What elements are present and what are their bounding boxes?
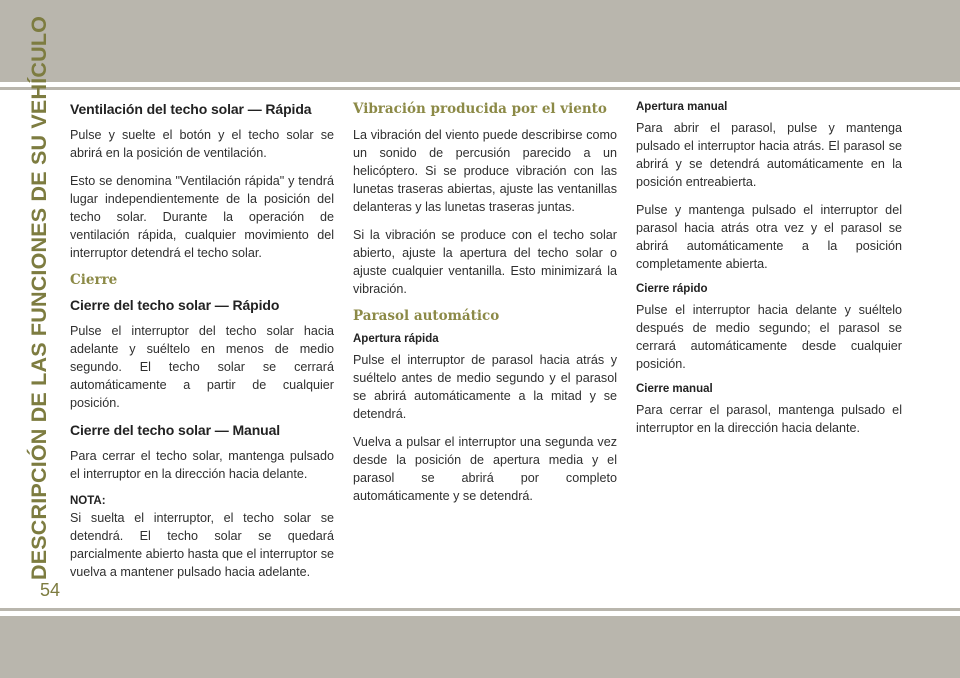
paragraph: Pulse el interruptor hacia delante y suéltelo después de medio segundo; el parasol se cerrará automáticamente desde cualquier posición. [636, 303, 902, 371]
paragraph: Para cerrar el parasol, mantenga pulsado el interruptor en la dirección hacia delante. [636, 403, 902, 435]
column-3 [636, 101, 902, 447]
header-band [0, 0, 960, 82]
column-1 [70, 101, 334, 591]
paragraph: Esto se denomina "Ventilación rápida" y tendrá lugar independientemente de la posición del techo solar. Durante la operación de ventilación rápida, cualquier movimiento del interruptor detendrá el techo solar. [70, 174, 334, 260]
column-2 [353, 101, 617, 515]
note-label: NOTA: [70, 495, 106, 507]
note-text: Si suelta el interruptor, el techo solar se detendrá. El techo solar se quedará parcialmente abierto hasta que el interruptor se vuelva a mantener pulsado hacia adelante. [70, 511, 334, 579]
chapter-side-title: DESCRIPCIÓN DE LAS FUNCIONES DE SU VEHÍCULO [27, 15, 51, 580]
heading-cierre-manual: Cierre del techo solar — Manual [70, 422, 281, 438]
heading-apertura-rapida: Apertura rápida [353, 333, 439, 345]
header-rule [0, 87, 960, 90]
paragraph: Para cerrar el techo solar, mantenga pulsado el interruptor en la dirección hacia delante. [70, 449, 334, 481]
footer-rule [0, 608, 960, 611]
heading-apertura-manual: Apertura manual [636, 101, 728, 113]
section-heading-parasol: Parasol automático [353, 308, 500, 324]
paragraph: Pulse el interruptor de parasol hacia atrás y suéltelo antes de medio segundo y el parasol se abrirá automáticamente a la mitad y se detendrá. [353, 353, 617, 421]
paragraph: Pulse y mantenga pulsado el interruptor del parasol hacia atrás otra vez y el parasol se abrirá automáticamente a la posición completamente abierta. [636, 203, 902, 271]
section-heading-cierre: Cierre [70, 272, 118, 288]
section-heading-vibracion: Vibración producida por el viento [353, 101, 607, 117]
paragraph: Vuelva a pulsar el interruptor una segunda vez desde la posición de apertura media y el parasol se abrirá por completo automáticamente y se detendrá. [353, 435, 617, 503]
heading-cierre-manual: Cierre manual [636, 383, 713, 395]
heading-ventilacion-rapida: Ventilación del techo solar — Rápida [70, 101, 312, 117]
paragraph: Si la vibración se produce con el techo solar abierto, ajuste la apertura del techo solar o ajuste cualquier ventanilla. Esto minimizará la vibración. [353, 228, 617, 296]
paragraph: Pulse y suelte el botón y el techo solar se abrirá en la posición de ventilación. [70, 128, 334, 160]
paragraph: Pulse el interruptor del techo solar hacia adelante y suéltelo en menos de medio segundo. El techo solar se cerrará automáticamente a partir de cualquier posición. [70, 324, 334, 410]
paragraph: La vibración del viento puede describirse como un sonido de percusión parecido a un helicóptero. Si se produce vibración con las lunetas traseras abiertas, ajuste las ventanillas delanteras y las lunetas traseras juntas. [353, 128, 617, 214]
heading-cierre-rapido: Cierre rápido [636, 283, 708, 295]
paragraph: Para abrir el parasol, pulse y mantenga pulsado el interruptor hacia atrás. El parasol se abrirá y se detendrá automáticamente en la posición entreabierta. [636, 121, 902, 189]
page-number: 54 [40, 580, 61, 600]
heading-cierre-rapido: Cierre del techo solar — Rápido [70, 297, 280, 313]
footer-band [0, 616, 960, 678]
